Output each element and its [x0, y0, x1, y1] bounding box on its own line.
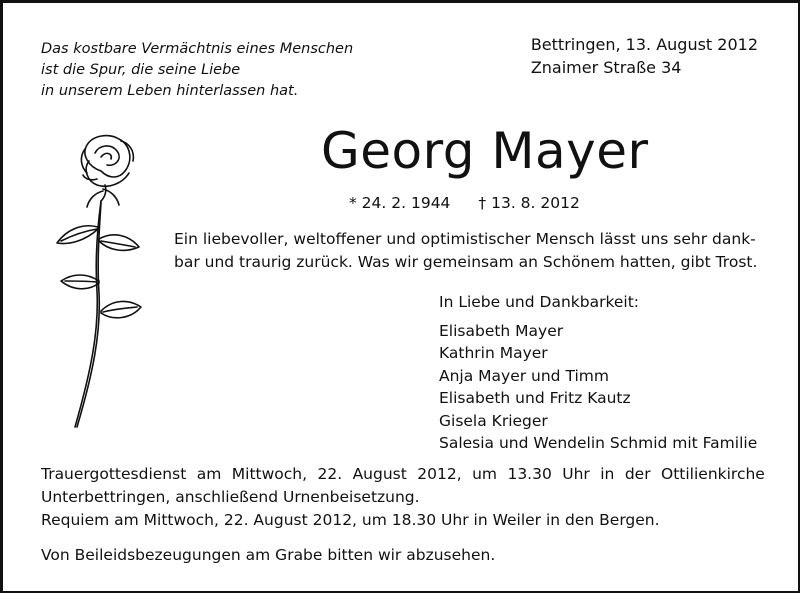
family-heading: In Liebe und Dankbarkeit: [439, 293, 640, 311]
family-member: Elisabeth und Fritz Kautz [439, 389, 631, 407]
service-word: Ottilienkirche [661, 465, 765, 483]
family-member: Kathrin Mayer [439, 344, 548, 362]
place-and-address [531, 33, 758, 79]
birth-date: * 24. 2. 1944 [349, 194, 451, 212]
quote-line-3: in unserem Leben hinterlassen hat. [41, 83, 299, 99]
service-word: Uhr [562, 465, 590, 483]
family-member: Elisabeth Mayer [439, 321, 564, 340]
life-dates [349, 192, 580, 214]
family-member: Salesia und Wendelin Schmid mit Familie [439, 434, 758, 452]
service-word: um [472, 465, 498, 483]
service-line-2: Unterbettringen, anschließend Urnenbeisetzung. [41, 488, 420, 506]
condolence-note: Von Beileidsbezeugungen am Grabe bitten wir abzusehen. [41, 546, 496, 564]
death-date: † 13. 8. 2012 [478, 194, 580, 212]
message-line-2: bar und traurig zurück. Was wir gemeinsam an Schönem hatten, gibt Trost. [174, 253, 758, 271]
deceased-name: Georg Mayer [321, 122, 649, 180]
service-word: in [600, 465, 615, 483]
memorial-message [174, 228, 764, 274]
service-word: 13.30 [507, 465, 552, 483]
requiem-line: Requiem am Mittwoch, 22. August 2012, um 18.30 Uhr in Weiler in den Bergen. [41, 511, 660, 529]
message-line-1: Ein liebevoller, weltoffener und optimistischer Mensch lässt uns sehr dank- [174, 230, 756, 248]
family-member: Gisela Krieger [439, 411, 548, 430]
rose-illustration [39, 131, 159, 431]
address: Znaimer Straße 34 [530, 58, 682, 77]
service-word: der [624, 465, 651, 483]
service-word: Trauergottesdienst [41, 465, 187, 483]
place-date: Bettringen, 13. August 2012 [530, 35, 758, 54]
service-information [41, 463, 765, 567]
service-word: Mittwoch, [231, 465, 308, 483]
service-word: August [352, 465, 407, 483]
service-word: am [196, 465, 222, 483]
service-word: 2012, [417, 465, 462, 483]
memorial-quote [41, 39, 353, 102]
quote-line-2: ist die Spur, die seine Liebe [41, 62, 241, 78]
family-signatures [439, 291, 757, 455]
service-word: 22. [317, 465, 343, 483]
quote-line-1: Das kostbare Vermächtnis eines Menschen [41, 41, 354, 57]
service-line-1 [41, 463, 765, 486]
family-member: Anja Mayer und Timm [439, 366, 609, 385]
